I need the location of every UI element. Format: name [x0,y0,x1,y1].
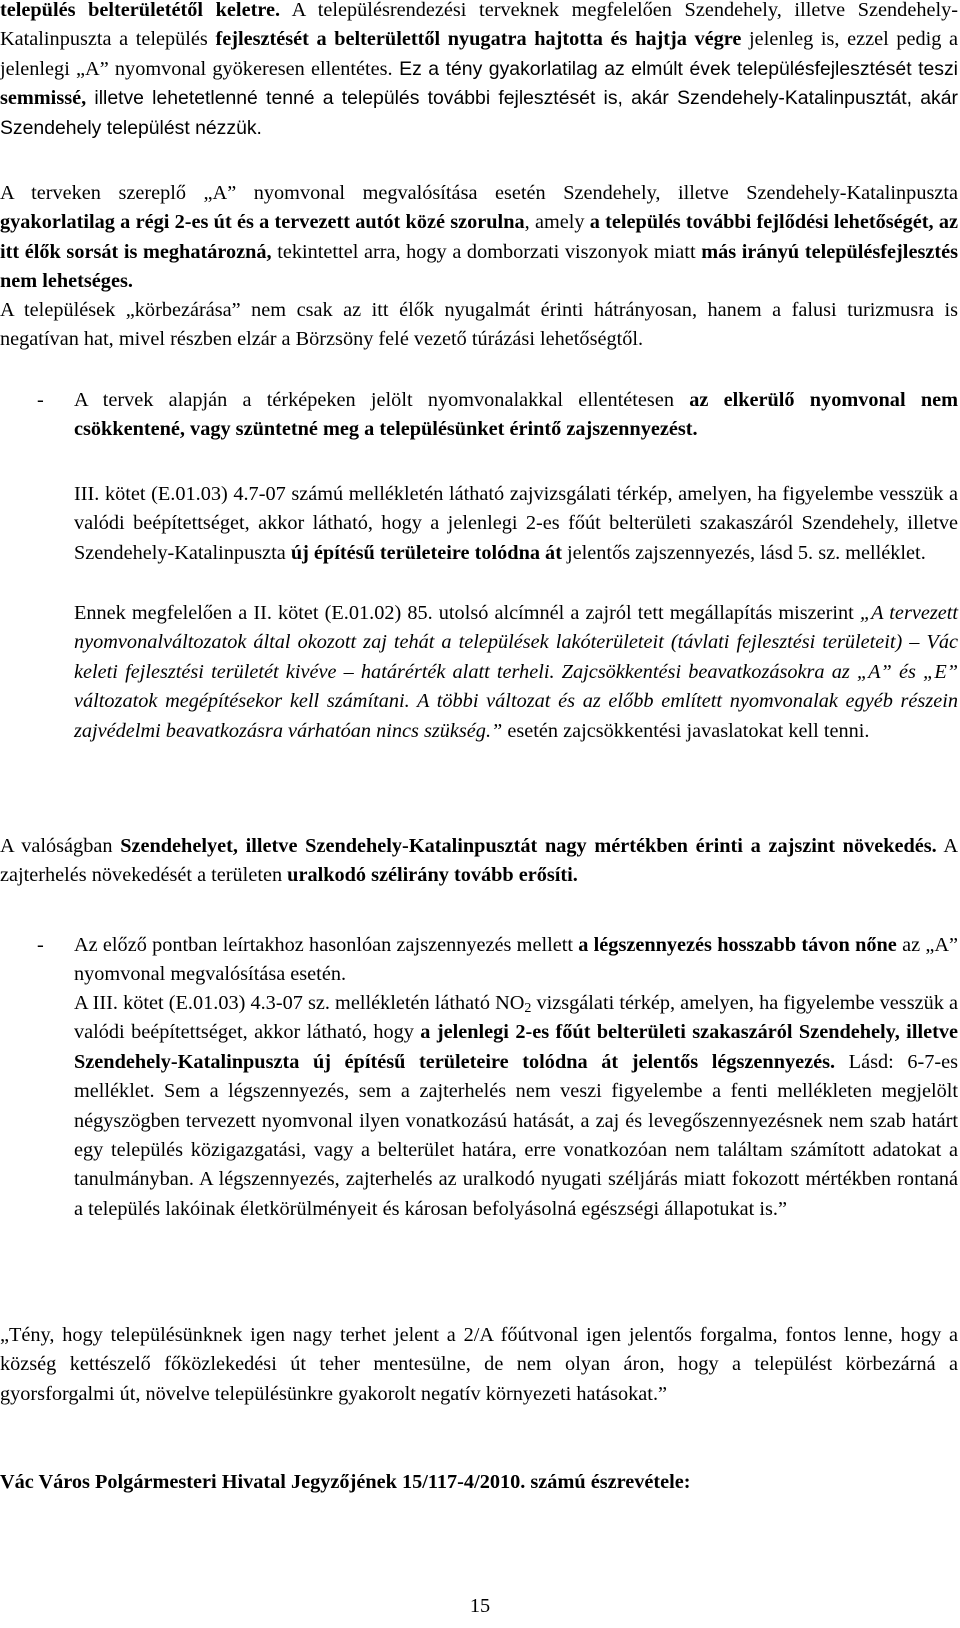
section-heading: Vác Város Polgármesteri Hivatal Jegyzőjének 15/117-4/2010. számú észrevétele: [0,1471,691,1493]
page-number: 15 [469,1595,491,1617]
paragraph-quote-traffic: „Tény, hogy településünknek igen nagy terhet jelent a 2/A főútvonal igen jelentős forgalma, fontos lenne, hogy a község kettészelő főközlekedési út teher mentesülne, de nem olyan áron, hogy a települést körbezárná a gyorsforgalmi út, növelve településünkre gyakorolt negatív környezeti hatásokat.” [0,1324,958,1405]
paragraph-no2-map: A III. kötet (E.01.03) 4.3-07 sz. mellékletén látható $NO_2$ vizsgálati térkép, amelyen, ha figyelembe vesszük a valódi beépítettséget, akkor látható, hogy a jelenlegi 2-es főút belterületi szakaszáról Szendehely, illetve Szendehely-Katalinpuszta új építésű területeire tolódna át jelentős légszennyezés. Lásd: 6-7-es melléklet. Sem a légszennyezés, sem a zajterhelés nem veszi figyelembe a fenti mellékleten megjelölt négyszögben tervezett nyomvonal ilyen vonatkozású hatását, a zaj és levegőszennyezésnek nem szab határt egy település közigazgatási, vagy a belterület határa, erre vonatkozóan nem találtam számított adatokat a tanulmányban. A légszennyezés, zajterhelés az uralkodó nyugati széljárás miatt fokozott mértékben rontaná a település lakóinak életkörülményeit és károsan befolyásolná egészségi állapotukat is.” [74,992,959,1220]
paragraph-noise-quote: Ennek megfelelően a II. kötet (E.01.02) 85. utolsó alcímnél a zajról tett megállapítás miszerint „A tervezett nyomvonalváltozatok által okozott zaj tehát a települések lakóterületeit (távlati fejlesztési területeit) – Vác keleti fejlesztési területét kivéve – határérték alatt terheli. Zajcsökkentési beavatkozásokra az „A” és „E” változatok megépítésekor kell számítani. A többi változat és az előbb említett nyomvonalak egyéb részein zajvédelmi beavatkozásra várhatóan nincs szükség.” esetén zajcsökkentési javaslatokat kell tenni. [74,602,958,742]
paragraph-development-west: település belterületétől keletre. A településrendezési terveknek megfelelően Szendehely, illetve Szendehely-Katalinpuszta a település fejlesztését a belterülettől nyugatra hajtotta és hajtja végre jelenleg is, ezzel pedig a jelenlegi „A” nyomvonal gyökeresen ellentétes. Ez a tény gyakorlatilag az elmúlt évek településfejlesztését teszi semmissé, illetve lehetetlenné tenné a település további fejlesztését is, akár Szendehely-Katalinpusztát, akár Szendehely települést nézzük. [0,0,959,139]
list-bullet-dash: - [37,934,44,956]
paragraph-route-a-consequences: A terveken szereplő „A” nyomvonal megvalósítása esetén Szendehely, illetve Szendehely-Katalinpuszta gyakorlatilag a régi 2-es út és a tervezett autót közé szorulna, amely a település további fejlődési lehetőségét, az itt élők sorsát is meghatározná, tekintettel arra, hogy a domborzati viszonyok miatt más irányú településfejlesztés nem lehetséges. [0,182,958,293]
paragraph-noise-map: III. kötet (E.01.03) 4.7-07 számú mellékletén látható zajvizsgálati térkép, amelyen, ha figyelembe vesszük a valódi beépítettséget, akkor látható, hogy a jelenlegi 2-es főút belterületi szakaszáról Szendehely, illetve Szendehely-Katalinpuszta új építésű területeire tolódna át jelentős zajszennyezés, lásd 5. sz. melléklet. [74,483,958,564]
bullet-noise-bypass: A tervek alapján a térképeken jelölt nyomvonalakkal ellentétesen az elkerülő nyomvonal nem csökkentené, vagy szüntetné meg a településünket érintő zajszennyezést. [74,389,959,441]
bullet-air-pollution: Az előző pontban leírtakhoz hasonlóan zajszennyezés mellett a légszennyezés hosszabb távon nőne az „A” nyomvonal megvalósítása esetén. [74,934,958,986]
list-bullet-dash: - [37,389,44,411]
paragraph-noise-increase: A valóságban Szendehelyet, illetve Szendehely-Katalinpusztát nagy mértékben érinti a zajszint növekedés. A zajterhelés növekedését a területen uralkodó szélirány tovább erősíti. [0,835,958,887]
paragraph-enclosure-tourism: A települések „körbezárása” nem csak az itt élők nyugalmát érinti hátrányosan, hanem a falusi turizmusra is negatívan hat, mivel részben elzár a Börzsöny felé vezető túrázási lehetőségtől. [0,299,958,351]
